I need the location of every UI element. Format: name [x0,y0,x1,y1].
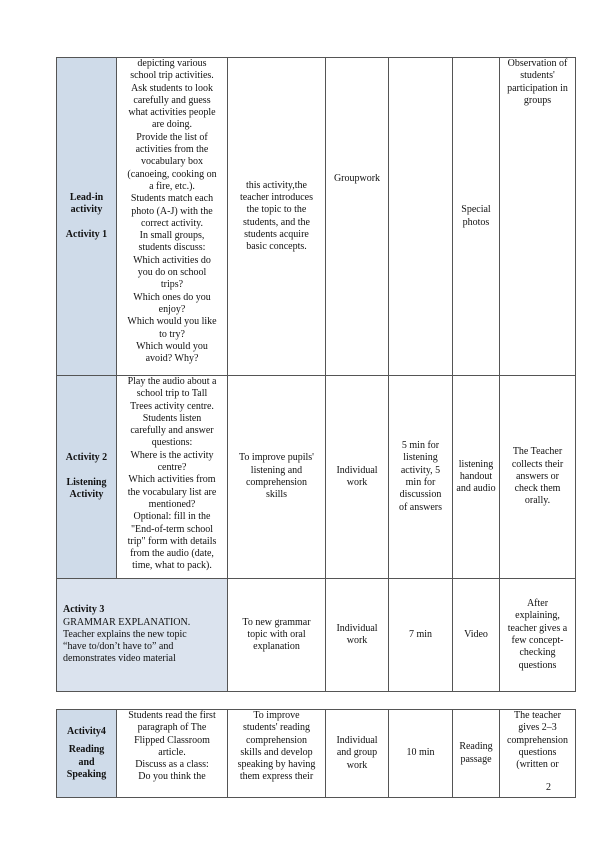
time-cell: 5 min for listening activity, 5 min for discussion of answers [389,376,453,579]
activity-cell: Activity 2 Listening Activity [57,376,117,579]
aim-cell: To new grammar topic with oral explanation [228,579,326,692]
aim-cell: To improve pupils' listening and comprehension skills [228,376,326,579]
resources-cell: listening handout and audio [453,376,500,579]
interaction-cell: Individual work [326,579,389,692]
procedure-cell: Students read the first paragraph of The Flipped Classroom article. Discuss as a class: Do you think the [117,710,228,798]
aim-cell: this activity,the teacher introduces the topic to the students, and the students acquire basic concepts. [228,58,326,376]
time-cell: 10 min [389,710,453,798]
resources-cell: Video [453,579,500,692]
resources-cell: Reading passage [453,710,500,798]
activity-description: GRAMMAR EXPLANATION. Teacher explains the new topic “have to/don’t have to” and demonstrates video material [63,616,191,665]
interaction-cell: Individual work [326,376,389,579]
page-number: 2 [546,782,551,793]
interaction-cell: Groupwork [326,58,389,376]
activity-title: Activity4 [67,725,106,737]
assessment-cell: The Teacher collects their answers or check them orally. [500,376,576,579]
activity-cell: Lead-in activity Activity 1 [57,58,117,376]
aim-cell: To improve students' reading comprehension skills and develop speaking by having them express their [228,710,326,798]
activity-title: Activity 3 [63,604,105,616]
assessment-cell: After explaining, teacher gives a few concept- checking questions [500,579,576,692]
assessment-cell: The teacher gives 2–3 comprehension questions (written or [500,710,576,798]
activity-cell [57,579,228,692]
resources-cell: Special photos [453,58,500,376]
procedure-cell: Play the audio about a school trip to Tall Trees activity centre. Students listen carefully and answer questions: Where is the activity centre? Which activities from the vocabulary list are mentioned? Optional: fill in the "End-of-term school trip" form with details from the audio (date, time, what to pack). [117,376,228,579]
procedure-cell: depicting various school trip activities. Ask students to look carefully and guess what activities people are doing. Provide the list of activities from the vocabulary box (canoeing, cooking on a fire, etc.). Students match each photo (A-J) with the correct activity. In small groups, students discuss: Which activities do you do on school trips? Which ones do you enjoy? Which would you like to try? Which would you avoid? Why? [117,58,228,376]
table-row [57,710,576,798]
activity-subtitle: Reading and Speaking [66,744,107,780]
table-row [57,579,576,692]
activity-cell [57,710,117,798]
lesson-plan-table [56,57,576,798]
table-row [57,376,576,579]
interaction-cell: Individual and group work [326,710,389,798]
time-cell: 7 min [389,579,453,692]
table-row [57,58,576,376]
assessment-cell: Observation of students' participation in groups [500,58,576,376]
time-cell [389,58,453,376]
